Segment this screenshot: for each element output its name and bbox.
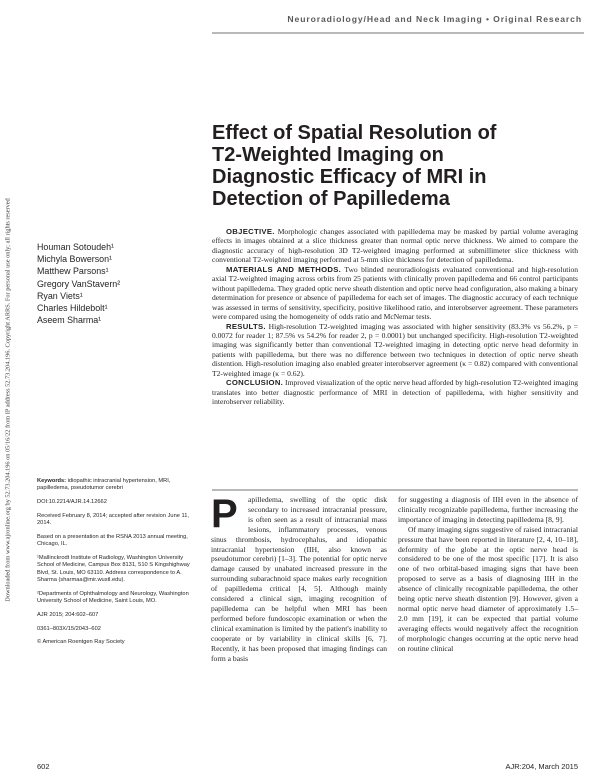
author-list <box>37 241 197 326</box>
author: Charles Hildebolt¹ <box>37 303 108 314</box>
conclusion-heading: CONCLUSION. <box>226 378 284 388</box>
affiliation-1: ¹Mallinckrodt Institute of Radiology, Washington University School of Medicine, Campus Box 8131, 510 S Kingshighway Blvd, St. Louis, MO 63110. Address correspondence to A. Sharma (sharmaa@mir.wustl.edu). <box>37 555 190 583</box>
received-dates: Received February 8, 2014; accepted after revision June 11, 2014. <box>37 512 189 527</box>
body-paragraph <box>211 492 387 663</box>
copyright: © American Roentgen Ray Society <box>37 639 125 646</box>
author: Gregory VanStavern² <box>37 278 121 289</box>
citation: AJR 2015; 204:602–607 <box>37 611 99 618</box>
presentation-note: Based on a presentation at the RSNA 2013 annual meeting, Chicago, IL. <box>37 533 188 548</box>
title-line: Effect of Spatial Resolution of <box>212 122 497 144</box>
keywords <box>37 478 197 493</box>
article-title <box>212 122 572 210</box>
header-rule <box>212 32 584 34</box>
author: Aseem Sharma¹ <box>37 315 102 326</box>
article-metadata <box>37 478 197 653</box>
journal-footer: AJR:204, March 2015 <box>505 762 578 771</box>
abstract-conclusion <box>212 378 578 406</box>
body-text: apilledema, swelling of the optic disk secondary to increased intracranial pressure, is often seen as a result of intracranial mass lesions, inflammatory processes, venous sinus thrombosis, hydrocephalus, and idiopathic intracranial hypertension (IIH, also known as pseudotumor cerebri) [1–3]. The potential for optic nerve damage caused by unabated increased pressure in the surrounding subarachnoid space makes early recognition of papilledema critical [4, 5]. Although mainly considered a clinical sign, imaging recognition of papilledema can be helpful when MRI has been performed before fundoscopic examination or when the clinical examination is limited by the patient's inability to cooperate or by variability in clinical skills [6, 7]. Recently, it has been proposed that imaging findings can form a basis <box>211 495 387 663</box>
abstract-rule <box>212 489 578 491</box>
doi: DOI:10.2214/AJR.14.12662 <box>37 499 107 506</box>
title-line: Diagnostic Efficacy of MRI in <box>212 166 487 188</box>
results-heading: RESULTS. <box>226 321 266 331</box>
body-column-1 <box>211 492 387 663</box>
author: Matthew Parsons¹ <box>37 266 109 277</box>
running-head: Neuroradiology/Head and Neck Imaging • Original Research <box>287 14 582 24</box>
abstract-results <box>212 322 578 379</box>
methods-heading: MATERIALS AND METHODS. <box>226 264 342 274</box>
download-sidebar-note <box>3 150 13 650</box>
objective-heading: OBJECTIVE. <box>226 227 275 236</box>
author: Houman Sotoudeh¹ <box>37 242 114 252</box>
objective-text: Morphologic changes associated with papilledema may be masked by partial volume averaging effects in images obtained at a slice thickness greater than normal optic nerve thickness. We aimed to compare the diagnostic accuracy of high-resolution 3D T2-weighted imaging performed at submillimeter slice thickness with conventional T2-weighted imaging performed at 5-mm slice thickness for detection of papilledema. <box>212 227 578 265</box>
abstract-objective <box>212 227 578 265</box>
body-column-2 <box>398 495 578 654</box>
results-text: High-resolution T2-weighted imaging was associated with higher sensitivity (83.3% vs 56.2%, p = 0.0072 for reader 1; 87.5% vs 54.2% for reader 2, p = 0.0001) but unchanged specificity. High-resolution T2-weighted imaging was significantly better than conventional T2-weighted imaging in detecting optic nerve head deformity in patients with papilledema, but there was no difference between two techniques in detection of optic nerve sheath distention. High-resolution imaging also enabled greater interobserver agreement (κ = 0.82) compared with conventional T2-weighted image (κ = 0.62). <box>212 321 578 378</box>
conclusion-text: Improved visualization of the optic nerve head afforded by high-resolution T2-weighted imaging translates into better diagnostic performance of MRI in detection of papilledema, with higher sensitivity and interobserver reliability. <box>212 378 578 407</box>
abstract <box>212 227 578 407</box>
keywords-label: Keywords: <box>37 478 67 484</box>
body-paragraph: for suggesting a diagnosis of IIH even in the absence of clinically recognizable papilledema, further increasing the importance of imaging in detecting papilledema [8, 9]. <box>398 495 578 524</box>
title-line: Detection of Papilledema <box>212 188 450 210</box>
body-paragraph: Of many imaging signs suggestive of raised intracranial pressure that have been reported in literature [2, 4, 10–18], deformity of the globe at the optic nerve head is considered to be one of the most specific [17]. It is also one of two orbital-based imaging signs that have been proposed to serve as a basis of diagnosing IIH in the absence of clinically recognizable papilledema, the other being optic nerve sheath distention [9]. However, given a normal optic nerve head diameter of approximately 1.5–2.0 mm [19], it can be expected that partial volume averaging effects would negatively affect the recognition of morphologic changes occurring at the optic nerve head on routine clinical <box>398 524 578 653</box>
methods-text: Two blinded neuroradiologists evaluated conventional and high-resolution axial T2-weighted imaging across orbits from 25 patients with clinically proven papilledema and 66 control participants without papilledema. They graded optic nerve sheath distention and optic nerve head configuration, also making a binary determination for presence or absence of papilledema for each set of images. The diagnostic accuracy of each technique was assessed in terms of sensitivity, specificity, positive likelihood ratio, and interobserver agreement. These parameters were compared using the homogeneity of odds ratio and McNemar tests. <box>212 264 578 322</box>
affiliation-2: ²Departments of Ophthalmology and Neurology, Washington University School of Medicine, Saint Louis, MO. <box>37 590 189 605</box>
issn: 0361–803X/15/2043–602 <box>37 625 101 632</box>
download-note-text: Downloaded from www.ajronline.org by 52.73.204.196 on 05/16/22 from IP address 52.73.204.196. Copyright ARRS. For personal use only; all rights reserved <box>4 198 12 602</box>
author: Ryan Viets¹ <box>37 290 83 301</box>
title-line: T2-Weighted Imaging on <box>212 144 444 166</box>
page-number: 602 <box>37 762 50 771</box>
author: Michyla Bowerson¹ <box>37 254 112 265</box>
drop-cap: P <box>211 492 238 536</box>
abstract-methods <box>212 265 578 322</box>
keywords-text: idiopathic intracranial hypertension, MRI, papilledema, pseudotumor cerebri <box>37 478 171 492</box>
